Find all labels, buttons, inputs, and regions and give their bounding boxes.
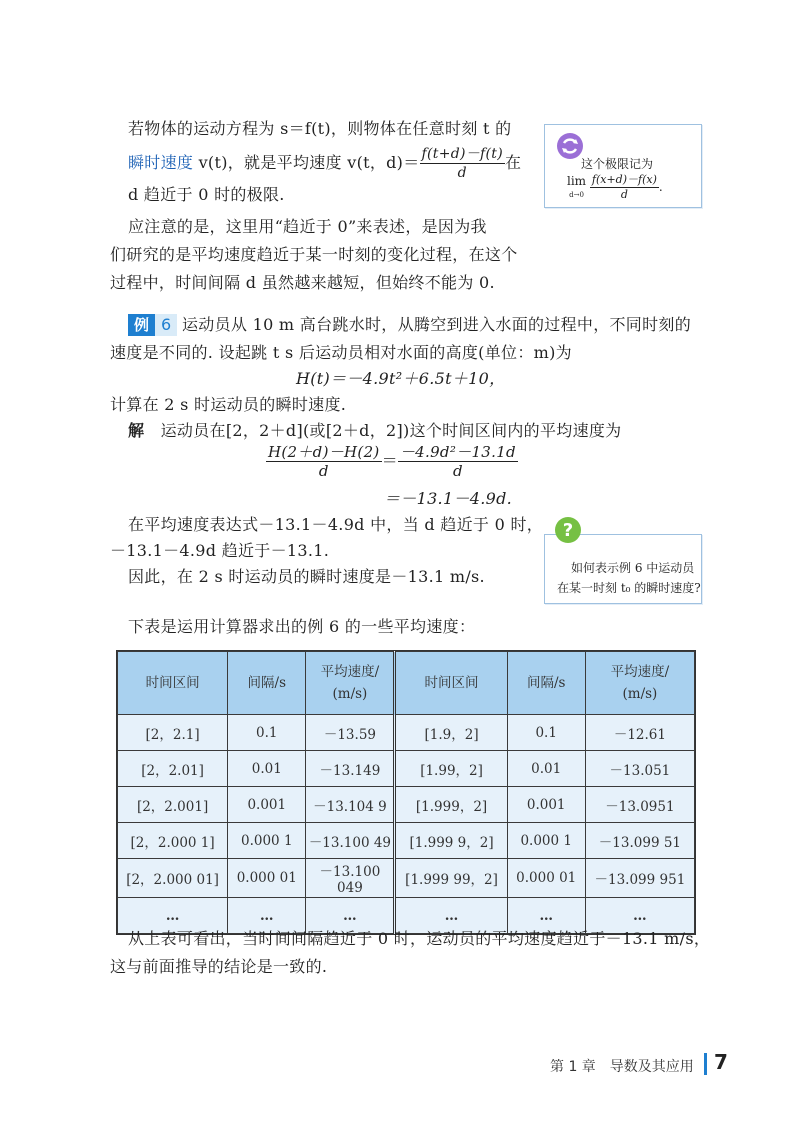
avg-velocity-table-wrap bbox=[116, 650, 696, 935]
table-cell: 0.000 01 bbox=[228, 859, 306, 898]
solution-den-a: d bbox=[318, 462, 329, 480]
para-note-line1: 应注意的是，这里用“趋近于 0”来表述，是因为我 bbox=[128, 217, 487, 236]
limit-text: 在 bbox=[505, 153, 522, 172]
table-cell: 0.000 1 bbox=[228, 823, 306, 859]
table-row bbox=[118, 823, 695, 859]
note1-tail: . bbox=[658, 180, 663, 194]
note1-limit-expr bbox=[567, 173, 663, 202]
table-cell: －13.100 049 bbox=[306, 859, 395, 898]
table-cell: [1.99，2] bbox=[395, 751, 507, 787]
table-cell: 0.1 bbox=[507, 715, 585, 751]
solution-intro: 运动员在[2，2＋d](或[2＋d，2])这个时间区间内的平均速度为 bbox=[160, 421, 622, 440]
table-cell: －12.61 bbox=[585, 715, 694, 751]
para-note-line2: 们研究的是平均速度趋近于某一时刻的变化过程，在这个 bbox=[110, 245, 518, 264]
table-cell: … bbox=[228, 898, 306, 934]
table-cell: [2，2.000 01] bbox=[118, 859, 228, 898]
table-cell: [1.9，2] bbox=[395, 715, 507, 751]
note1-text: 这个极限记为 bbox=[581, 157, 654, 171]
example-line3: 计算在 2 s 时运动员的瞬时速度. bbox=[110, 395, 347, 414]
para-note-line3: 过程中，时间间隔 d 虽然越来越短，但始终不能为 0. bbox=[110, 273, 495, 292]
example-line1: 运动员从 10 m 高台跳水时，从腾空到进入水面的过程中，不同时刻的 bbox=[182, 315, 691, 334]
lim-subscript: d→0 bbox=[569, 190, 584, 199]
example-6-label bbox=[128, 314, 177, 336]
side-note-limit bbox=[544, 124, 702, 208]
table-header-cell: 平均速度/ (m/s) bbox=[306, 652, 395, 715]
footer-chapter: 第 1 章 导数及其应用 bbox=[550, 1059, 694, 1075]
table-cell: … bbox=[306, 898, 395, 934]
table-intro: 下表是运用计算器求出的例 6 的一些平均速度： bbox=[128, 617, 476, 636]
table-cell: －13.099 51 bbox=[585, 823, 694, 859]
solution-fraction-a bbox=[266, 443, 382, 480]
table-header-cell: 间隔/s bbox=[507, 652, 585, 715]
equals-sign: ＝ bbox=[381, 451, 398, 470]
note2-line1: 如何表示例 6 中运动员 bbox=[571, 561, 695, 575]
side-note-question bbox=[544, 520, 702, 604]
table-cell: 0.000 01 bbox=[507, 859, 585, 898]
table-cell: [2，2.1] bbox=[118, 715, 228, 751]
para-definition-line2 bbox=[128, 145, 521, 182]
solution-num-a: H(2＋d)－H(2) bbox=[268, 443, 380, 461]
table-header-cell: 平均速度/ (m/s) bbox=[585, 652, 694, 715]
solution-tag: 解 bbox=[128, 421, 145, 440]
table-cell: 0.01 bbox=[507, 751, 585, 787]
table-cell: [2，2.001] bbox=[118, 787, 228, 823]
solution-line4: 因此，在 2 s 时运动员的瞬时速度是－13.1 m/s. bbox=[128, 567, 485, 586]
page-number: 7 bbox=[714, 1050, 728, 1074]
example-tag: 例 bbox=[128, 314, 155, 336]
fraction-denominator: d bbox=[457, 165, 467, 181]
solution-line1 bbox=[128, 416, 621, 446]
svg-text:?: ? bbox=[562, 520, 574, 541]
example-equation: H(t)＝－4.9t²＋6.5t＋10， bbox=[296, 369, 506, 388]
table-cell: －13.099 951 bbox=[585, 859, 694, 898]
conclusion-line2: 这与前面推导的结论是一致的. bbox=[110, 957, 328, 976]
table-header-row bbox=[118, 652, 695, 715]
avg-velocity-fraction bbox=[420, 145, 505, 182]
table-cell: 0.1 bbox=[228, 715, 306, 751]
note1-fraction bbox=[590, 173, 659, 202]
solution-fraction-eq bbox=[266, 443, 518, 480]
table-cell: [1.999 9，2] bbox=[395, 823, 507, 859]
table-cell: [1.999 99，2] bbox=[395, 859, 507, 898]
note1-denominator: d bbox=[620, 188, 628, 201]
table-cell: －13.149 bbox=[306, 751, 395, 787]
solution-line2: 在平均速度表达式－13.1－4.9d 中，当 d 趋近于 0 时， bbox=[128, 515, 544, 534]
table-row bbox=[118, 751, 695, 787]
table-cell: [2，2.01] bbox=[118, 751, 228, 787]
solution-fraction-b bbox=[398, 443, 518, 480]
term-instantaneous-velocity: 瞬时速度 bbox=[128, 153, 194, 172]
table-cell: … bbox=[395, 898, 507, 934]
solution-eq2: ＝－13.1－4.9d. bbox=[384, 489, 512, 508]
table-cell: －13.59 bbox=[306, 715, 395, 751]
conclusion-line1: 从上表可看出，当时间间隔趋近于 0 时，运动员的平均速度趋近于－13.1 m/s， bbox=[128, 929, 711, 948]
para-definition-line1: 若物体的运动方程为 s＝f(t)，则物体在任意时刻 t 的 bbox=[128, 119, 512, 138]
para-definition-line3: d 趋近于 0 时的极限. bbox=[128, 185, 285, 204]
table-cell: －13.0951 bbox=[585, 787, 694, 823]
table-header-cell: 间隔/s bbox=[228, 652, 306, 715]
table-cell: [2，2.000 1] bbox=[118, 823, 228, 859]
solution-line3: －13.1－4.9d 趋近于－13.1. bbox=[110, 541, 330, 560]
question-icon bbox=[553, 515, 583, 545]
table-row bbox=[118, 715, 695, 751]
table-cell: －13.051 bbox=[585, 751, 694, 787]
note1-numerator: f(x+d)－f(x) bbox=[591, 173, 657, 186]
fraction-numerator: f(t+d)－f(t) bbox=[421, 146, 503, 162]
table-cell: … bbox=[118, 898, 228, 934]
example-line2: 速度是不同的. 设起跳 t s 后运动员相对水面的高度(单位：m)为 bbox=[110, 343, 572, 362]
table-row bbox=[118, 859, 695, 898]
table-cell: 0.01 bbox=[228, 751, 306, 787]
solution-num-b: －4.9d²－13.1d bbox=[399, 443, 516, 461]
table-cell: －13.100 49 bbox=[306, 823, 395, 859]
table-row bbox=[118, 787, 695, 823]
table-cell: 0.001 bbox=[507, 787, 585, 823]
footer-divider bbox=[704, 1053, 707, 1075]
avg-velocity-table bbox=[117, 651, 695, 934]
note2-line2: 在某一时刻 t₀ 的瞬时速度? bbox=[557, 581, 701, 595]
table-cell: 0.001 bbox=[228, 787, 306, 823]
table-cell: … bbox=[507, 898, 585, 934]
lim-text: lim bbox=[567, 173, 587, 188]
table-cell: －13.104 9 bbox=[306, 787, 395, 823]
example-number: 6 bbox=[155, 314, 177, 336]
table-header-cell: 时间区间 bbox=[395, 652, 507, 715]
table-header-cell: 时间区间 bbox=[118, 652, 228, 715]
table-cell: 0.000 1 bbox=[507, 823, 585, 859]
solution-den-b: d bbox=[452, 462, 463, 480]
table-cell: … bbox=[585, 898, 694, 934]
avg-velocity-text: v(t)，就是平均速度 v(t，d)＝ bbox=[193, 153, 420, 172]
table-cell: [1.999，2] bbox=[395, 787, 507, 823]
